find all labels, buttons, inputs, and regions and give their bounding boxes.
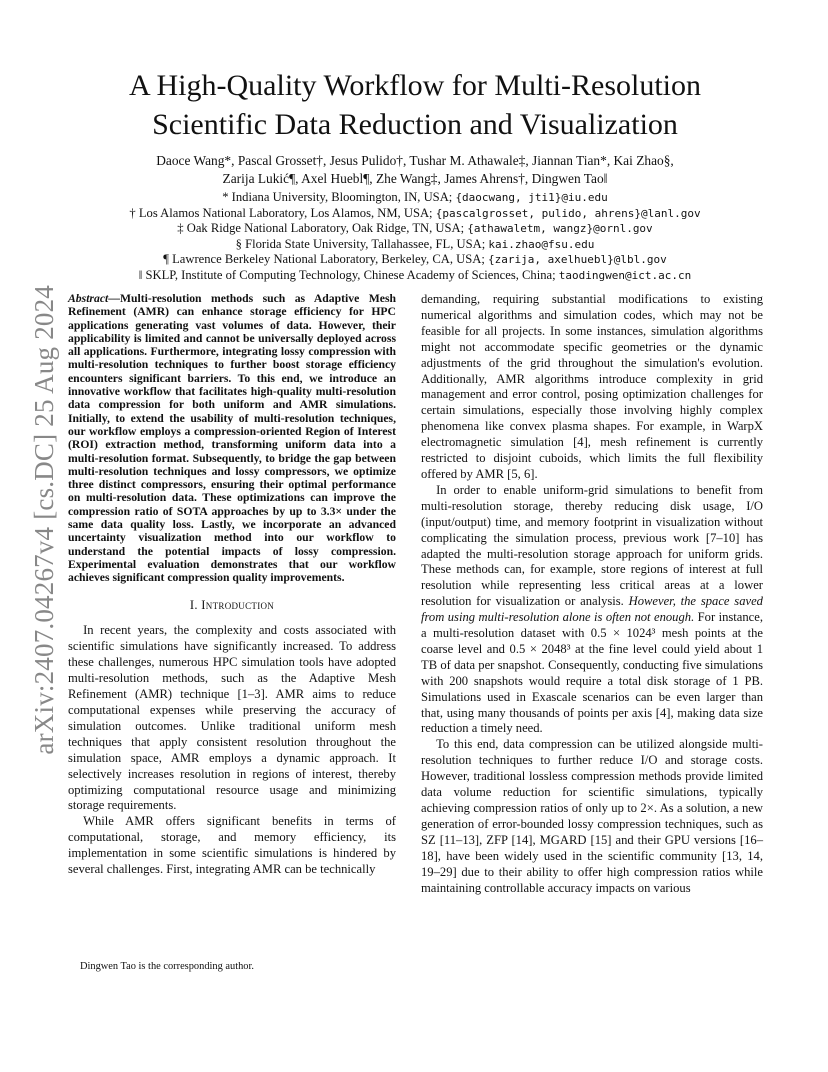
affiliation-email: {pascalgrosset, pulido, ahrens}@lanl.gov (435, 206, 701, 220)
affiliation-text: * Indiana University, Bloomington, IN, USA; (222, 190, 456, 204)
affiliation-text: ‡ Oak Ridge National Laboratory, Oak Ridge, TN, USA; (177, 221, 468, 236)
paragraph: demanding, requiring substantial modifications to existing numerical algorithms and simulation codes, which may not be feasible for all projects. In some instances, simulation algorithms might not accommodate specific geometries or the dynamic adjustments of the grid throughout the simulation's evolution. Additionally, AMR algorithms introduce complexity in grid management and error control, posing optimization challenges for certain simulations, especially those involving highly complex phenomena like convex plasma shapes. For example, in WarpX electromagnetic simulation [4], mesh refinement is currently restricted to disjoint cuboids, which limits the full flexibility offered by AMR [5, 6]. (421, 292, 763, 481)
affiliation-email: {daocwang, jti1}@iu.edu (455, 191, 608, 204)
footnote-corresponding-author: Dingwen Tao is the corresponding author. (80, 961, 254, 972)
paragraph: While AMR offers significant benefits in terms of computational, storage, and memory efficiency, its implementation in some scientific simulations is hindered by several challenges. First, integrating AMR can be technically (68, 814, 396, 877)
affiliation-email: taodingwen@ict.ac.cn (558, 268, 692, 282)
affiliation-email: kai.zhao@fsu.edu (488, 237, 595, 251)
abstract-text: —Multi-resolution methods such as Adaptive Mesh Refinement (AMR) can enhance storage efficiency for HPC applications generating vast volumes of data. However, their applicability is limited and cannot be universally deployed across all applications. Furthermore, integrating lossy compression with multi-resolution techniques to further boost storage efficiency encounters significant barriers. To this end, we introduce an innovative workflow that facilitates high-quality multi-resolution data compression for both uniform and AMR simulations. Initially, to extend the usability of multi-resolution techniques, our workflow employs a compression-oriented Region of Interest (ROI) extraction method, transforming uniform data into a multi-resolution format. Subsequently, to bridge the gap between multi-resolution techniques and lossy compressors, we optimize three distinct compressors, ensuring their optimal performance on multi-resolution data. These optimizations can improve the compression ratio of SOTA approaches by up to 3.3× under the same data quality loss. Lastly, we incorporate an advanced uncertainty visualization method into our workflow to understand the potential impacts of lossy compression. Experimental evaluation demonstrates that our workflow achieves significant compression quality improvements. (68, 292, 396, 585)
right-column (421, 292, 763, 896)
paragraph-part: In order to enable uniform-grid simulations to benefit from multi-resolution storage, thereby reducing disk usage, I/O (input/output) time, and memory footprint in visualization without complicating the simulation process, previous work [7–10] has adapted the multi-resolution storage approach for uniform grids. These methods can, for example, store regions of interest at full resolution while representing less critical areas at a lower resolution for visualization or analysis. (421, 482, 763, 609)
arxiv-stamp (24, 285, 64, 755)
left-column (68, 292, 396, 878)
section-heading-introduction: I. Introduction (189, 597, 275, 612)
affiliations (50, 190, 780, 284)
affiliation-lanl (50, 206, 780, 222)
affiliation-text: ‖ SKLP, Institute of Computing Technology, Chinese Academy of Sciences, China; (138, 267, 559, 282)
affiliation-ict (50, 268, 780, 284)
affiliation-ornl (50, 221, 780, 237)
author-list (90, 152, 740, 188)
affiliation-fsu (50, 237, 780, 253)
authors-line-1: Daoce Wang*, Pascal Grosset†, Jesus Pulido†, Tushar M. Athawale‡, Jiannan Tian*, Kai Zhao§, (156, 153, 674, 168)
affiliation-text: † Los Alamos National Laboratory, Los Alamos, NM, USA; (129, 205, 436, 220)
affiliation-lbnl (50, 252, 780, 268)
paragraph: To this end, data compression can be utilized alongside multi-resolution techniques to further reduce I/O and storage costs. However, traditional lossless compression methods provide limited data volume reduction for scientific simulations, typically achieving compression ratios of only up to 2×. As a solution, a new generation of error-bounded lossy compression techniques, such as SZ [11–13], ZFP [14], MGARD [15] and their GPU versions [16–18], have been widely used in the scientific community [13, 14, 19–29] due to their ability to offer high compression ratios while maintaining controllable accuracy impacts on various (421, 737, 763, 895)
abstract (68, 292, 396, 585)
affiliation-email: {zarija, axelhuebl}@lbl.gov (487, 253, 667, 267)
affiliation-email: {athawaletm, wangz}@ornl.gov (467, 222, 653, 236)
paper-title (70, 66, 760, 144)
affiliation-text: ¶ Lawrence Berkeley National Laboratory, Berkeley, CA, USA; (163, 252, 488, 267)
arxiv-stamp-text: arXiv:2407.04267v4 [cs.DC] 25 Aug 2024 (28, 285, 59, 755)
paragraph (421, 483, 763, 738)
title-line-2: Scientific Data Reduction and Visualization (152, 108, 678, 141)
authors-line-2: Zarija Lukić¶, Axel Huebl¶, Zhe Wang‡, James Ahrens†, Dingwen Tao‖ (222, 171, 608, 186)
paragraph: In recent years, the complexity and costs associated with scientific simulations have significantly increased. To address these challenges, numerous HPC simulation tools have adopted multi-resolution methods, such as the Adaptive Mesh Refinement (AMR) technique [1–3]. AMR aims to reduce computational expenses while preserving the accuracy of simulation outcomes. Unlike traditional uniform mesh techniques that apply consistent resolution throughout the simulation space, AMR employs a dynamic approach. It selectively increases resolution in regions of interest, thereby optimizing computational resource usage and minimizing storage requirements. (68, 623, 396, 813)
paragraph-part: For instance, a multi-resolution dataset with 0.5 × 1024³ mesh points at the coarse level and 0.5 × 2048³ at the fine level could yield about 1 TB of data per snapshot. Consequently, conducting five simulations with 200 snapshots would require a total disk storage of 1 PB. Simulations used in Exascale scenarios can be even larger than that, using many thousands of points per axis [4], making data size reduction a timely need. (421, 610, 763, 736)
paragraph-emphasis: However, the space saved from using multi-resolution alone is often not enough. (421, 594, 763, 625)
abstract-label: Abstract (68, 292, 109, 305)
affiliation-indiana (50, 190, 780, 206)
title-line-1: A High-Quality Workflow for Multi-Resolution (129, 69, 701, 102)
affiliation-text: § Florida State University, Tallahassee, FL, USA; (235, 236, 489, 251)
